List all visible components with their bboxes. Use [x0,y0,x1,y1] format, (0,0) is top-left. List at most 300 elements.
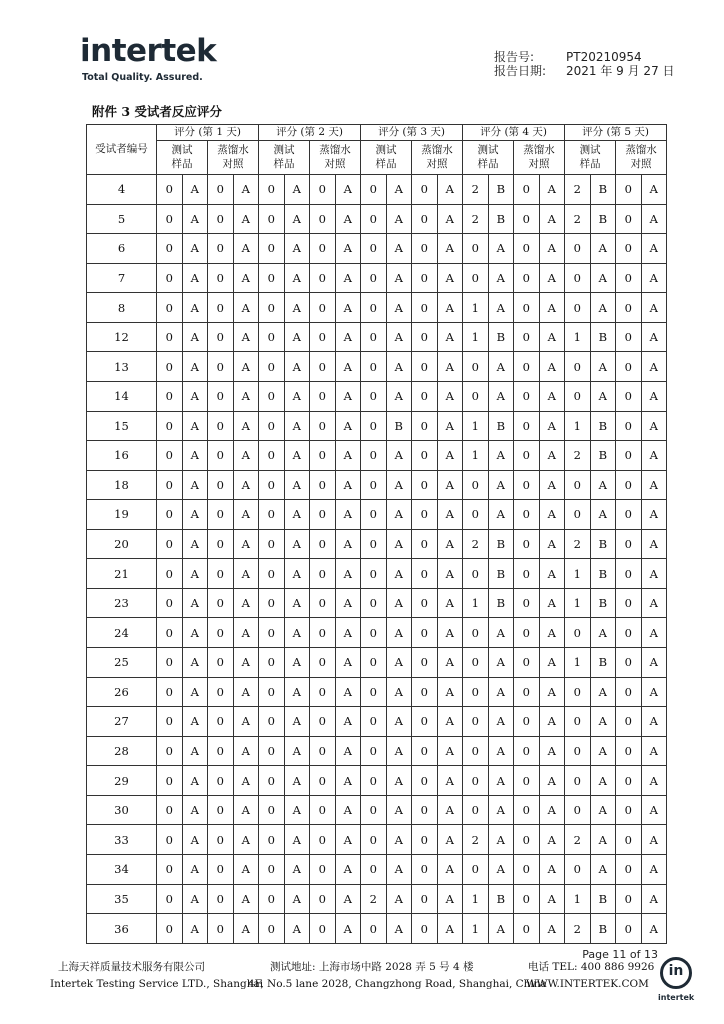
score-cell: 0 [208,825,234,855]
test-sample-header: 测试 样品 [463,141,514,175]
score-cell: 2 [565,204,591,234]
score-cell: A [284,175,310,205]
score-cell: A [386,736,412,766]
score-cell: A [335,707,361,737]
score-cell: 0 [310,618,336,648]
distilled-water-control-header: 蒸馏水 对照 [412,141,463,175]
report-date-value: 2021 年 9 月 27 日 [566,64,675,78]
score-cell: A [233,736,259,766]
score-cell: 0 [514,825,540,855]
score-cell: 0 [514,441,540,471]
score-cell: 1 [463,441,489,471]
score-cell: 0 [514,736,540,766]
score-cell: 0 [616,825,642,855]
score-cell: A [284,322,310,352]
score-cell: 0 [616,411,642,441]
score-cell: 0 [310,411,336,441]
score-cell: 0 [157,352,183,382]
company-name-en: Intertek Testing Service LTD., Shanghai [50,978,264,990]
score-cell: 0 [157,381,183,411]
distilled-water-control-header: 蒸馏水 对照 [310,141,361,175]
score-cell: A [335,293,361,323]
score-cell: 0 [361,854,387,884]
score-cell: 0 [514,884,540,914]
score-cell: A [233,559,259,589]
table-row [87,736,667,766]
score-cell: 0 [514,766,540,796]
score-cell: 0 [259,234,285,264]
score-cell: 0 [157,707,183,737]
score-cell: A [539,529,565,559]
score-cell: A [590,618,616,648]
score-cell: 0 [208,352,234,382]
score-cell: A [335,766,361,796]
score-cell: A [488,766,514,796]
score-cell: 0 [616,648,642,678]
website: WWW.INTERTEK.COM [526,978,649,990]
score-cell: A [284,707,310,737]
score-cell: A [233,352,259,382]
score-cell: 0 [361,293,387,323]
score-cell: A [335,470,361,500]
score-cell: B [488,204,514,234]
score-cell: A [437,677,463,707]
score-cell: A [386,766,412,796]
score-cell: 0 [310,736,336,766]
score-cell: A [590,825,616,855]
score-cell: 0 [310,677,336,707]
score-cell: A [641,500,667,530]
subject-id-cell: 19 [87,500,157,530]
score-cell: A [590,470,616,500]
scoring-table [86,124,667,944]
score-cell: A [233,766,259,796]
subject-number-header: 受试者编号 [87,125,157,175]
score-cell: A [386,441,412,471]
test-address-en: 4F, No.5 lane 2028, Changzhong Road, Shanghai, China [248,978,547,990]
score-cell: A [590,795,616,825]
score-cell: A [182,263,208,293]
score-cell: 1 [463,914,489,944]
score-cell: A [233,441,259,471]
score-cell: 0 [616,914,642,944]
score-cell: A [335,618,361,648]
score-cell: 0 [412,411,438,441]
score-cell: A [641,411,667,441]
score-cell: B [590,441,616,471]
score-cell: A [386,825,412,855]
score-cell: A [233,381,259,411]
score-cell: A [233,529,259,559]
table-row [87,204,667,234]
score-cell: 0 [412,559,438,589]
badge-wordmark: intertek [658,993,695,1002]
score-cell: 0 [259,500,285,530]
score-cell: A [233,411,259,441]
table-row [87,441,667,471]
score-cell: 0 [208,263,234,293]
score-cell: A [386,529,412,559]
score-cell: 0 [310,234,336,264]
score-cell: 0 [463,470,489,500]
score-cell: B [590,175,616,205]
telephone: 电话 TEL: 400 886 9926 [528,961,655,973]
score-cell: 0 [616,293,642,323]
table-row [87,588,667,618]
score-cell: 0 [361,204,387,234]
score-cell: A [590,234,616,264]
score-cell: 0 [616,529,642,559]
score-cell: A [386,293,412,323]
score-cell: A [386,854,412,884]
score-cell: 0 [463,559,489,589]
score-cell: A [233,677,259,707]
score-cell: 0 [310,441,336,471]
score-cell: A [335,500,361,530]
score-cell: 0 [361,795,387,825]
score-cell: A [539,884,565,914]
score-cell: 0 [514,293,540,323]
score-cell: A [641,322,667,352]
score-cell: A [284,529,310,559]
score-cell: A [641,175,667,205]
score-cell: A [182,381,208,411]
score-cell: 0 [310,707,336,737]
score-cell: 0 [412,204,438,234]
score-cell: A [590,707,616,737]
score-cell: 0 [259,618,285,648]
score-cell: 0 [361,234,387,264]
table-row [87,175,667,205]
score-cell: A [488,234,514,264]
page-number: Page 11 of 13 [582,948,658,961]
score-cell: 0 [157,204,183,234]
score-cell: 2 [565,825,591,855]
score-cell: A [182,175,208,205]
report-number-label: 报告号: [494,50,535,64]
score-cell: A [233,854,259,884]
score-cell: 0 [310,854,336,884]
score-cell: A [590,293,616,323]
score-cell: A [182,795,208,825]
intertek-badge-icon [660,957,692,989]
score-cell: A [182,559,208,589]
score-cell: 0 [310,175,336,205]
score-cell: A [233,914,259,944]
score-cell: A [233,293,259,323]
subject-id-cell: 23 [87,588,157,618]
score-cell: 1 [565,648,591,678]
score-cell: 0 [463,648,489,678]
score-cell: 0 [565,766,591,796]
score-cell: 0 [565,293,591,323]
score-cell: 0 [361,588,387,618]
score-cell: 0 [514,529,540,559]
score-cell: 0 [565,470,591,500]
score-cell: 0 [310,263,336,293]
score-cell: A [335,914,361,944]
score-cell: 0 [208,618,234,648]
score-cell: A [182,352,208,382]
score-cell: A [488,825,514,855]
score-cell: 0 [208,381,234,411]
score-cell: A [437,825,463,855]
score-cell: A [386,381,412,411]
score-cell: 0 [463,352,489,382]
score-cell: A [335,441,361,471]
score-cell: 0 [361,500,387,530]
score-cell: 0 [259,707,285,737]
score-cell: A [437,263,463,293]
score-cell: 1 [463,588,489,618]
score-cell: 0 [208,500,234,530]
score-cell: 0 [208,795,234,825]
score-cell: A [182,234,208,264]
score-cell: 0 [463,618,489,648]
score-cell: 0 [361,648,387,678]
score-cell: 0 [514,795,540,825]
score-cell: 0 [361,736,387,766]
day-3-header: 评分 (第 3 天) [361,125,463,141]
badge-glyph: in [668,963,684,979]
score-cell: 0 [514,352,540,382]
score-cell: A [284,588,310,618]
score-cell: A [284,293,310,323]
score-cell: 0 [361,707,387,737]
score-cell: A [539,500,565,530]
score-cell: B [386,411,412,441]
score-cell: A [437,175,463,205]
score-cell: 0 [310,500,336,530]
score-cell: 0 [616,736,642,766]
score-cell: 2 [565,914,591,944]
score-cell: 0 [259,559,285,589]
score-cell: A [182,204,208,234]
day-4-header: 评分 (第 4 天) [463,125,565,141]
score-cell: A [284,470,310,500]
score-cell: 0 [361,559,387,589]
score-cell: 0 [157,588,183,618]
score-cell: A [386,588,412,618]
score-cell: 0 [514,263,540,293]
subject-id-cell: 8 [87,293,157,323]
report-date-label: 报告日期: [494,64,547,78]
score-cell: B [590,914,616,944]
score-cell: A [590,352,616,382]
test-address-cn: 测试地址: 上海市场中路 2028 弄 5 号 4 楼 [270,961,474,973]
score-cell: A [539,588,565,618]
score-cell: 0 [616,263,642,293]
score-cell: A [437,914,463,944]
score-cell: 0 [412,263,438,293]
score-cell: 0 [208,559,234,589]
subject-id-cell: 5 [87,204,157,234]
subject-id-cell: 7 [87,263,157,293]
score-cell: 0 [208,677,234,707]
subject-id-cell: 12 [87,322,157,352]
score-cell: A [641,854,667,884]
score-cell: 0 [463,263,489,293]
score-cell: 0 [157,529,183,559]
score-cell: 0 [361,263,387,293]
score-cell: A [335,411,361,441]
score-cell: A [386,204,412,234]
score-cell: 0 [412,500,438,530]
subject-id-cell: 6 [87,234,157,264]
score-cell: A [335,352,361,382]
score-cell: A [335,736,361,766]
table-row [87,825,667,855]
score-cell: 0 [514,470,540,500]
score-cell: 0 [157,441,183,471]
score-cell: 0 [361,322,387,352]
score-cell: 0 [208,588,234,618]
score-cell: 0 [514,677,540,707]
score-cell: A [284,234,310,264]
score-cell: B [590,529,616,559]
score-cell: A [182,854,208,884]
score-cell: A [437,529,463,559]
score-cell: A [539,352,565,382]
score-cell: 2 [565,175,591,205]
score-cell: 0 [259,204,285,234]
subject-id-cell: 25 [87,648,157,678]
score-cell: 0 [208,707,234,737]
score-cell: A [437,441,463,471]
score-cell: 0 [259,293,285,323]
score-cell: 0 [310,914,336,944]
score-cell: A [233,234,259,264]
score-cell: A [386,795,412,825]
score-cell: 0 [208,766,234,796]
score-cell: 0 [514,914,540,944]
score-cell: A [539,736,565,766]
score-cell: 0 [208,293,234,323]
score-cell: 0 [259,825,285,855]
score-cell: A [284,854,310,884]
report-number-value: PT20210954 [566,50,642,64]
table-row [87,529,667,559]
score-cell: 0 [259,441,285,471]
score-cell: 0 [565,736,591,766]
score-cell: 0 [259,884,285,914]
score-cell: 0 [361,677,387,707]
score-cell: 0 [616,204,642,234]
subject-id-cell: 14 [87,381,157,411]
test-sample-header: 测试 样品 [565,141,616,175]
score-cell: 0 [616,352,642,382]
score-cell: A [233,825,259,855]
score-cell: 0 [514,500,540,530]
test-sample-header: 测试 样品 [259,141,310,175]
score-cell: A [641,352,667,382]
score-cell: B [590,322,616,352]
score-cell: B [590,588,616,618]
subject-id-cell: 30 [87,795,157,825]
score-cell: A [233,263,259,293]
score-cell: A [488,618,514,648]
score-cell: 0 [616,795,642,825]
score-cell: 0 [310,588,336,618]
score-cell: 2 [463,204,489,234]
score-cell: A [590,766,616,796]
score-cell: A [284,677,310,707]
score-cell: 0 [157,914,183,944]
score-cell: 0 [412,914,438,944]
score-cell: 0 [412,293,438,323]
score-cell: 0 [259,175,285,205]
score-cell: 0 [208,322,234,352]
score-cell: 0 [157,677,183,707]
score-cell: A [233,204,259,234]
score-cell: A [386,263,412,293]
score-cell: B [488,884,514,914]
table-row [87,854,667,884]
score-cell: A [284,559,310,589]
score-cell: A [641,707,667,737]
score-cell: 0 [412,618,438,648]
score-cell: 0 [565,618,591,648]
score-cell: 0 [463,234,489,264]
score-cell: A [641,825,667,855]
score-cell: A [335,234,361,264]
score-cell: 1 [565,411,591,441]
score-cell: A [641,618,667,648]
distilled-water-control-header: 蒸馏水 对照 [514,141,565,175]
score-cell: A [590,381,616,411]
score-cell: 0 [412,234,438,264]
table-row [87,470,667,500]
score-cell: 0 [361,766,387,796]
score-cell: 0 [361,352,387,382]
score-cell: 0 [208,175,234,205]
score-cell: A [590,500,616,530]
score-cell: 0 [412,175,438,205]
score-cell: A [641,529,667,559]
score-cell: 0 [514,588,540,618]
score-cell: B [488,322,514,352]
score-cell: A [437,884,463,914]
score-cell: A [641,441,667,471]
score-cell: A [488,677,514,707]
score-cell: 0 [565,263,591,293]
score-cell: 0 [310,825,336,855]
score-cell: A [437,854,463,884]
score-cell: 0 [412,588,438,618]
score-cell: A [182,736,208,766]
score-cell: A [386,914,412,944]
score-cell: A [641,381,667,411]
score-cell: 0 [259,588,285,618]
score-cell: A [335,204,361,234]
score-cell: 0 [259,854,285,884]
score-cell: 0 [412,352,438,382]
score-cell: A [386,322,412,352]
score-cell: A [488,707,514,737]
table-row [87,914,667,944]
score-cell: A [335,175,361,205]
score-cell: A [590,677,616,707]
score-cell: 0 [514,322,540,352]
score-cell: B [488,588,514,618]
score-cell: A [284,766,310,796]
scoring-table-body [87,175,667,944]
score-cell: A [488,441,514,471]
table-row [87,618,667,648]
score-cell: 0 [208,234,234,264]
score-cell: A [641,293,667,323]
score-cell: 0 [616,618,642,648]
